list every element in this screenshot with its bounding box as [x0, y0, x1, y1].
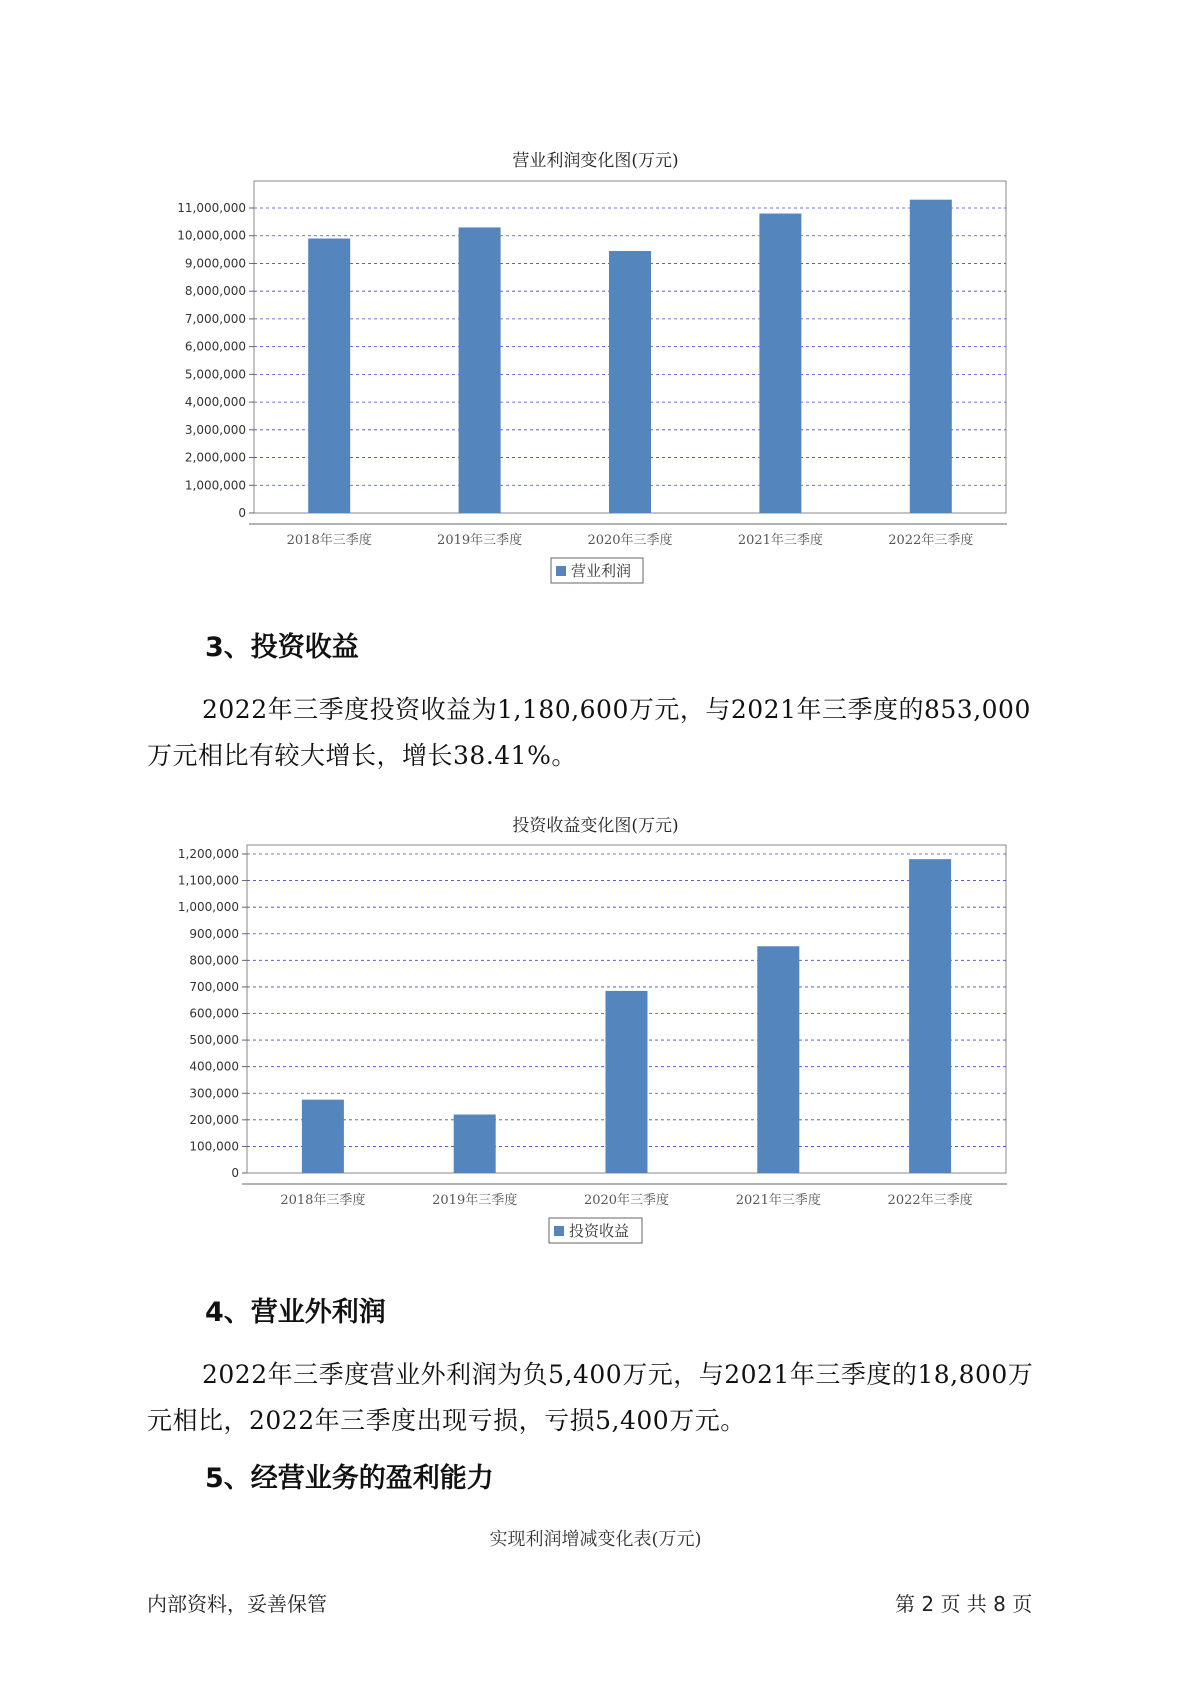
legend-label: 投资收益: [569, 1222, 630, 1240]
y-tick-label: 4,000,000: [184, 395, 246, 410]
x-tick-label: 2018年三季度: [280, 1193, 366, 1208]
paragraph-line: 元相比，2022年三季度出现亏损，亏损5,400万元。: [147, 1406, 746, 1435]
x-tick-label: 2020年三季度: [583, 1193, 670, 1208]
y-tick-label: 200,000: [189, 1112, 239, 1127]
y-tick-label: 9,000,000: [184, 256, 246, 271]
y-tick-label: 0: [231, 1166, 239, 1180]
bar: [606, 991, 648, 1173]
chart-title: 营业利润变化图(万元): [512, 151, 679, 171]
table-caption: 实现利润增减变化表(万元): [489, 1529, 702, 1550]
y-tick-label: 1,000,000: [184, 478, 246, 493]
section-heading: 5、经营业务的盈利能力: [205, 1463, 494, 1494]
y-tick-label: 100,000: [189, 1139, 239, 1154]
y-tick-label: 500,000: [189, 1033, 239, 1048]
y-tick-label: 800,000: [189, 953, 239, 968]
y-tick-label: 10,000,000: [177, 228, 246, 243]
x-tick-label: 2019年三季度: [437, 533, 523, 548]
chart-title: 投资收益变化图(万元): [512, 816, 679, 836]
bar: [757, 946, 799, 1173]
y-tick-label: 11,000,000: [177, 201, 246, 215]
y-tick-label: 8,000,000: [184, 284, 246, 299]
paragraph-line: 2022年三季度投资收益为1,180,600万元，与2021年三季度的853,000: [202, 695, 1031, 724]
legend-label: 营业利润: [571, 562, 632, 580]
bar: [909, 859, 951, 1173]
footer-left: 内部资料，妥善保管: [147, 1592, 327, 1616]
y-tick-label: 300,000: [189, 1086, 239, 1101]
y-tick-label: 2,000,000: [184, 450, 246, 465]
x-tick-label: 2022年三季度: [887, 1193, 973, 1208]
y-tick-label: 1,000,000: [177, 900, 239, 915]
paragraph-line: 万元相比有较大增长，增长38.41%。: [147, 741, 577, 770]
x-tick-label: 2021年三季度: [735, 1193, 821, 1208]
y-tick-label: 700,000: [189, 979, 239, 994]
section-heading: 4、营业外利润: [205, 1297, 386, 1328]
bar: [454, 1115, 496, 1173]
y-tick-label: 600,000: [189, 1006, 239, 1021]
x-tick-label: 2019年三季度: [432, 1193, 518, 1208]
section-heading: 3、投资收益: [205, 632, 359, 663]
bar: [302, 1100, 344, 1173]
y-tick-label: 3,000,000: [184, 422, 246, 437]
y-tick-label: 1,200,000: [177, 847, 239, 861]
y-tick-label: 7,000,000: [184, 311, 246, 326]
y-tick-label: 900,000: [189, 926, 239, 941]
y-tick-label: 0: [238, 506, 246, 520]
paragraph-line: 2022年三季度营业外利润为负5,400万元，与2021年三季度的18,800万: [202, 1360, 1034, 1389]
y-tick-label: 1,100,000: [177, 873, 239, 888]
y-tick-label: 400,000: [189, 1059, 239, 1074]
page-number: 第 2 页 共 8 页: [895, 1592, 1033, 1616]
x-tick-label: 2022年三季度: [888, 533, 974, 548]
x-tick-label: 2021年三季度: [737, 533, 823, 548]
legend-swatch: [554, 1226, 564, 1236]
x-tick-label: 2020年三季度: [587, 533, 673, 548]
x-tick-label: 2018年三季度: [286, 533, 372, 548]
y-tick-label: 5,000,000: [184, 367, 246, 382]
y-tick-label: 6,000,000: [184, 339, 246, 354]
